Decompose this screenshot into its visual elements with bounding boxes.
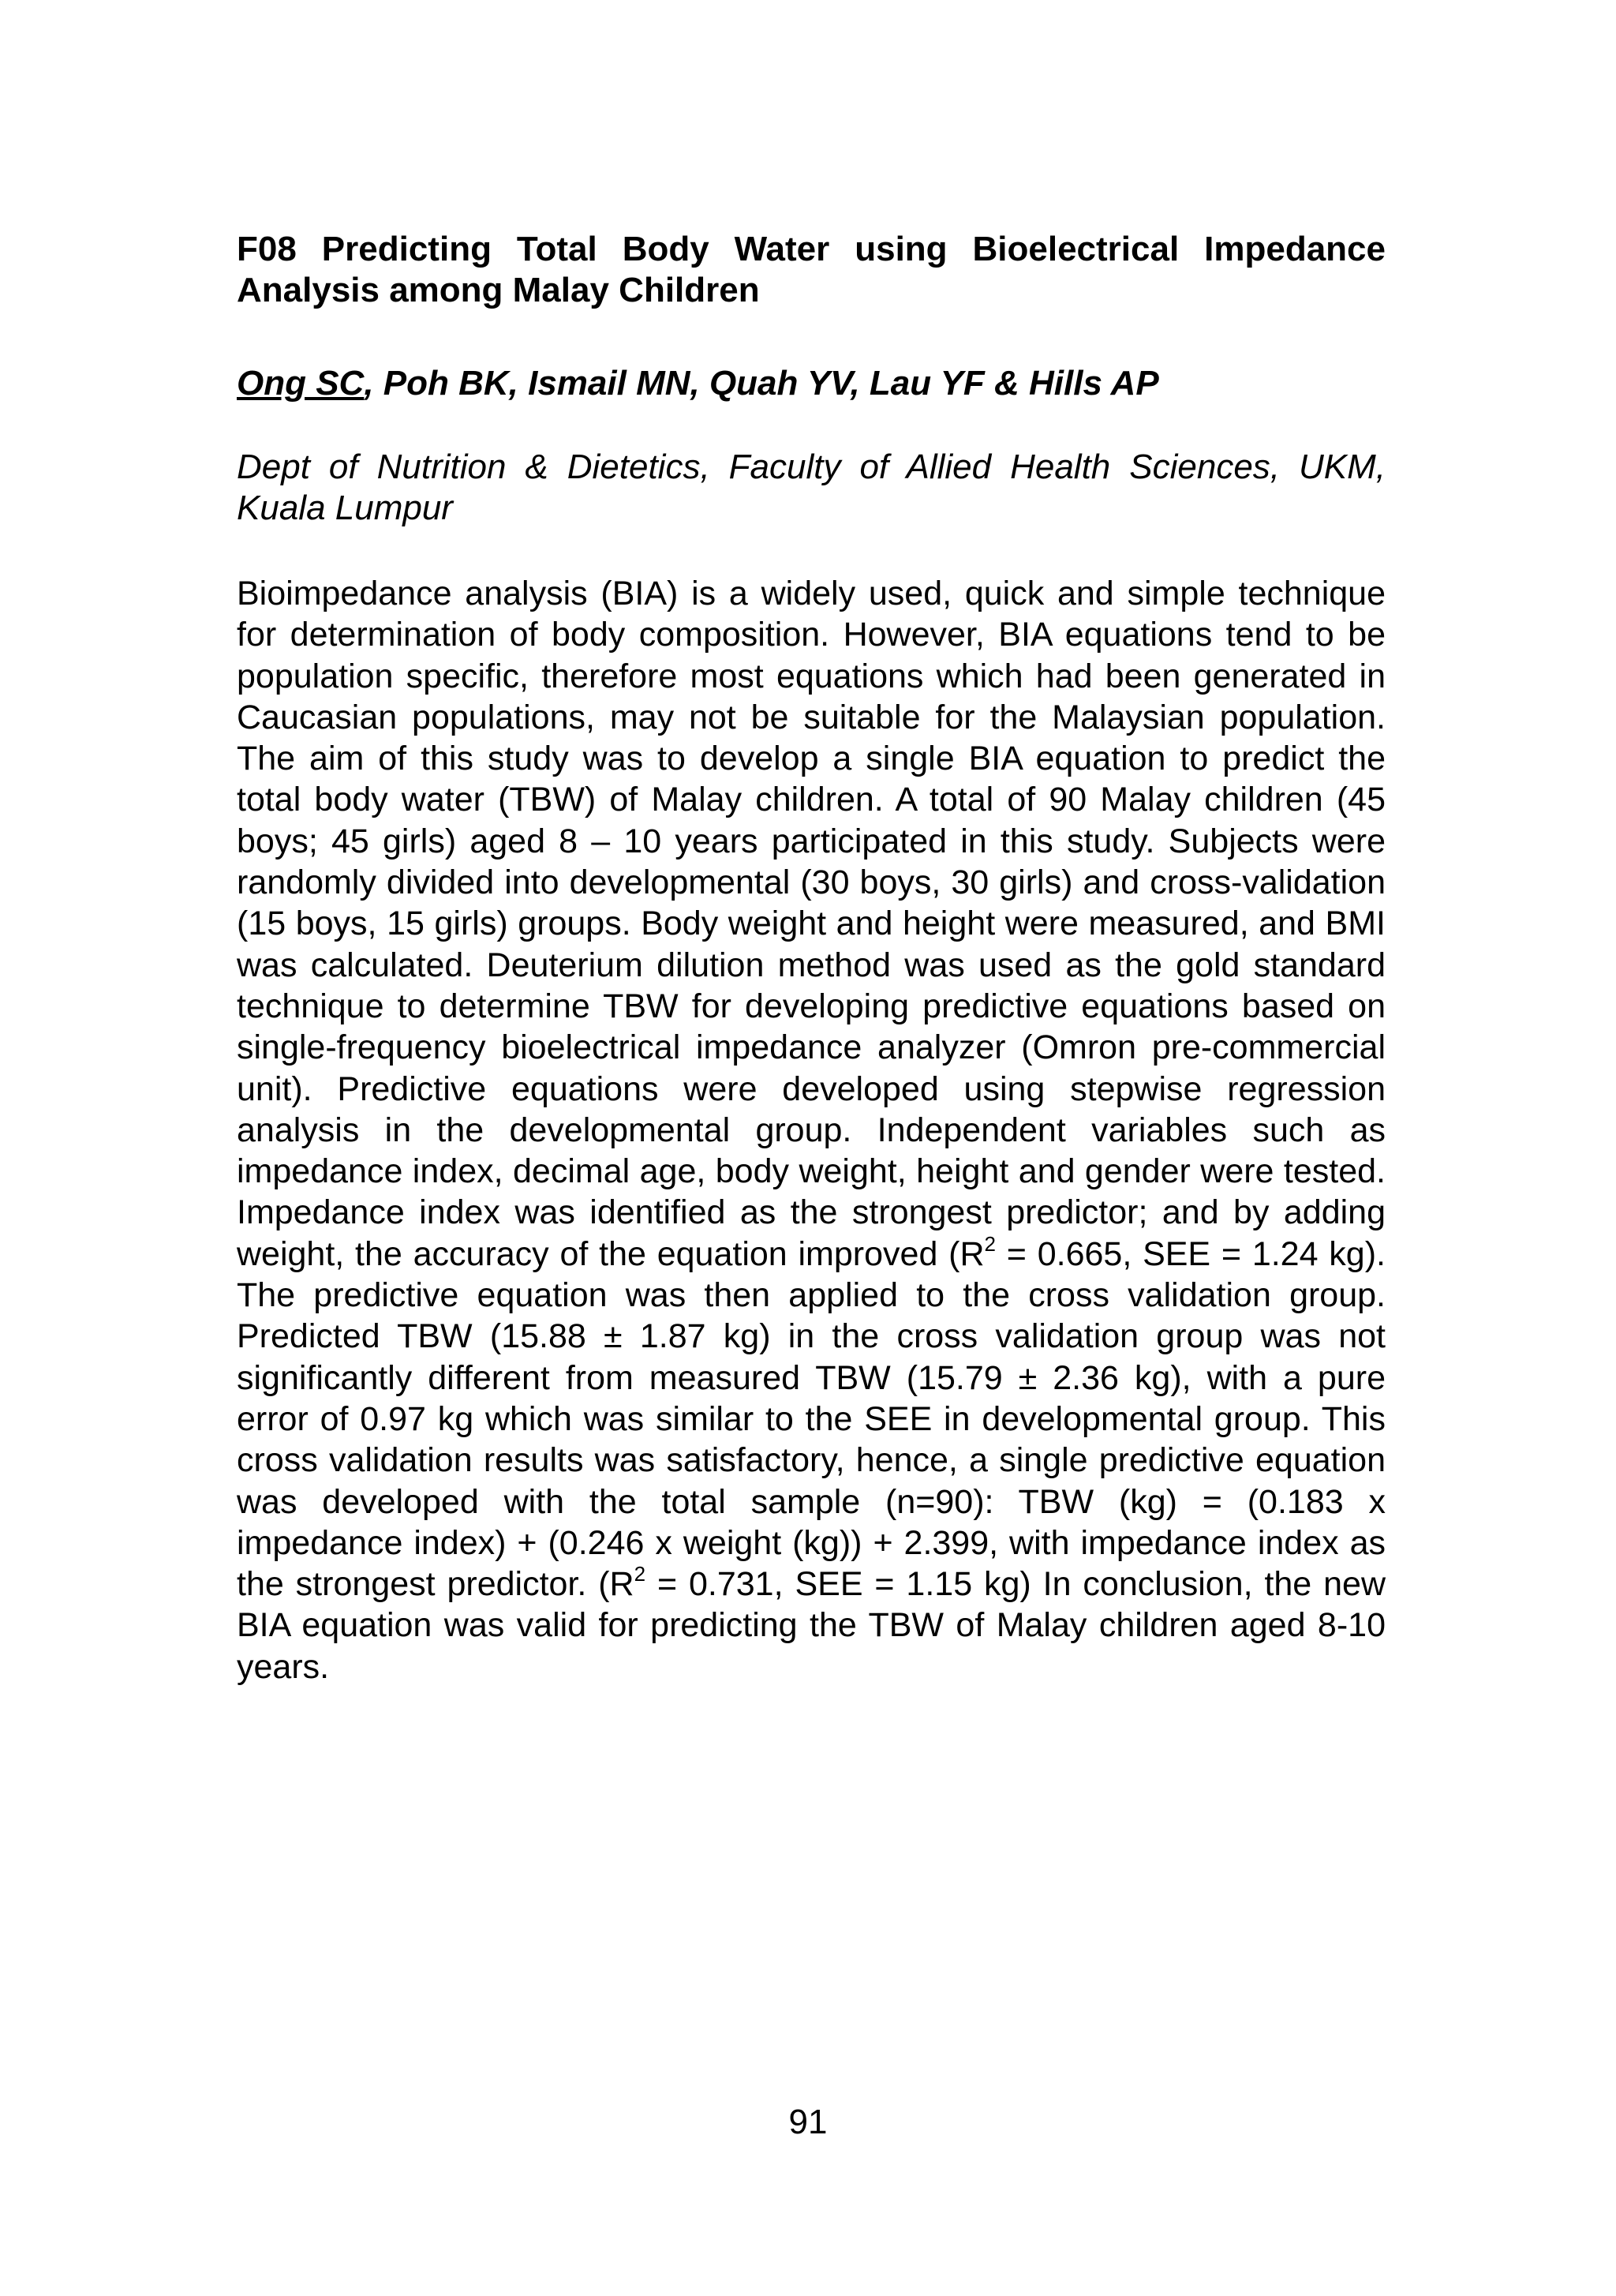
abstract-title (237, 229, 1386, 311)
page-number: 91 (788, 2103, 828, 2141)
abstract-body (237, 573, 1386, 1687)
abstract-id: F08 (237, 230, 297, 268)
co-authors: , Poh BK, Ismail MN, Quah YV, Lau YF & Hills AP (364, 364, 1159, 403)
abstract-block (237, 229, 1386, 1721)
presenting-author: Ong SC (237, 364, 365, 403)
abstract-text-part-3: = 0.731, SEE = 1.15 kg) In conclusion, the new BIA equation was valid for predicting the TBW of Malay children aged 8-10 years. (237, 1565, 1386, 1686)
author-list (237, 363, 1386, 404)
abstract-text-part-2: = 0.665, SEE = 1.24 kg). The predictive equation was then applied to the cross validation group. Predicted TBW (15.88 ± 1.87 kg) in the cross validation group was not significantly different from measured TBW (15.79 ± 2.36 kg), with a pure error of 0.97 kg which was similar to the SEE in developmental group. This cross validation results was satisfactory, hence, a single predictive equation was developed with the total sample (n=90): TBW (kg) = (0.183 x impedance index) + (0.246 x weight (kg)) + 2.399, with impedance index as the strongest predictor. (R (237, 1234, 1386, 1604)
r-squared-superscript-2: 2 (634, 1562, 646, 1586)
abstract-text-part-1: Bioimpedance analysis (BIA) is a widely used, quick and simple technique for determination of body composition. However, BIA equations tend to be population specific, therefore most equations which had been generated in Caucasian populations, may not be suitable for the Malaysian population. The aim of this study was to develop a single BIA equation to predict the total body water (TBW) of Malay children. A total of 90 Malay children (45 boys; 45 girls) aged 8 – 10 years participated in this study. Subjects were randomly divided into developmental (30 boys, 30 girls) and cross-validation (15 boys, 15 girls) groups. Body weight and height were measured, and BMI was calculated. Deuterium dilution method was used as the gold standard technique to determine TBW for developing predictive equations based on single-frequency bioelectrical impedance analyzer (Omron pre-commercial unit). Predictive equations were developed using stepwise regression analysis in the developmental group. Independent variables such as impedance index, decimal age, body weight, height and gender were tested. Impedance index was identified as the strongest predictor; and by adding weight, the accuracy of the equation improved (R (237, 575, 1386, 1273)
affiliation: Dept of Nutrition & Dietetics, Faculty of Allied Health Sciences, UKM, Kuala Lumpur (237, 448, 1386, 527)
r-squared-superscript-1: 2 (984, 1231, 996, 1256)
abstract-title-text: Predicting Total Body Water using Bioelectrical Impedance Analysis among Malay Children (237, 230, 1386, 309)
